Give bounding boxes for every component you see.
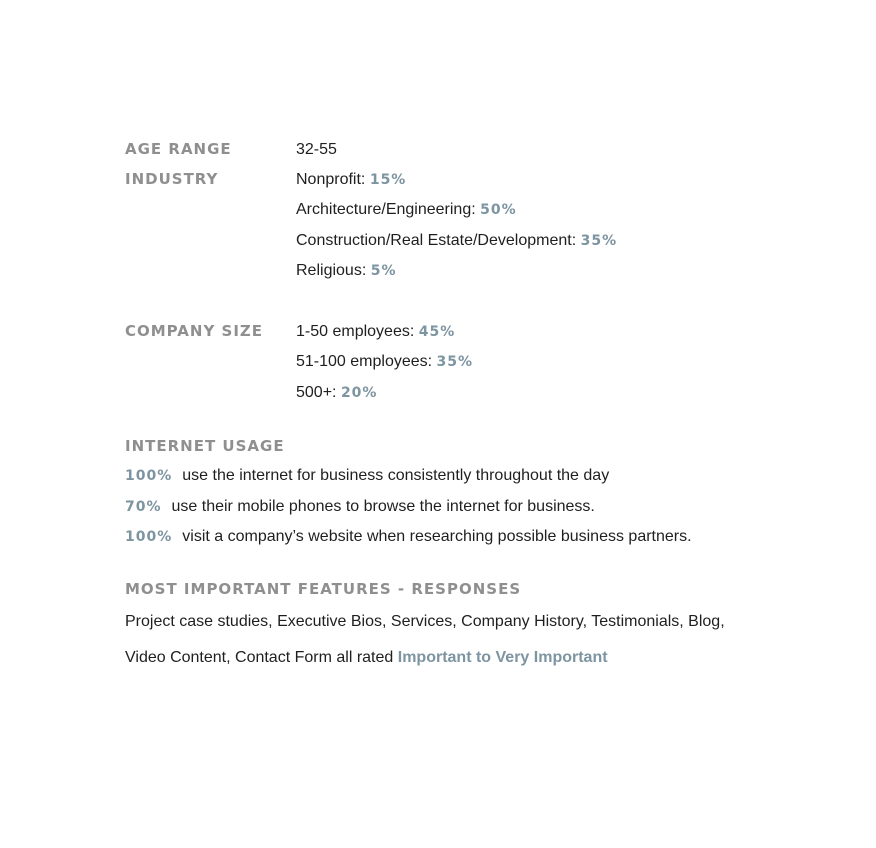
features-label: MOST IMPORTANT FEATURES - RESPONSES	[125, 579, 522, 598]
features-highlight: Important to Very Important	[397, 648, 608, 666]
company-size-item	[296, 347, 473, 378]
features-text	[125, 604, 765, 676]
internet-usage-pct: 100%	[125, 468, 173, 484]
internet-usage-label: INTERNET USAGE	[125, 437, 285, 455]
age-range-values	[296, 135, 337, 165]
industry-item-name: Architecture/Engineering:	[296, 201, 476, 218]
internet-usage-item	[125, 522, 765, 553]
age-range-row	[125, 135, 765, 165]
industry-values	[296, 165, 617, 287]
internet-usage-pct: 100%	[125, 529, 173, 545]
company-size-item-name: 51-100 employees:	[296, 353, 433, 370]
industry-item-name: Religious:	[296, 262, 367, 279]
industry-item-name: Construction/Real Estate/Development:	[296, 231, 577, 249]
company-size-item	[296, 317, 473, 348]
company-size-item-name: 500+:	[296, 383, 337, 401]
features-body: Project case studies, Executive Bios, Services, Company History, Testimonials, Blog, Video Content, Contact Form all rated	[125, 612, 725, 666]
internet-usage-text: use the internet for business consistently throughout the day	[182, 467, 610, 484]
industry-item	[296, 195, 617, 226]
internet-usage-list	[125, 461, 765, 553]
industry-item-pct: 15%	[369, 171, 407, 188]
company-size-item	[296, 378, 473, 409]
company-size-item-pct: 20%	[340, 384, 378, 401]
company-size-row	[125, 317, 765, 409]
internet-usage-pct: 70%	[125, 498, 162, 515]
company-size-item-pct: 45%	[418, 323, 456, 340]
industry-item	[296, 165, 617, 196]
company-size-values	[296, 317, 473, 409]
age-range-label: AGE RANGE	[125, 140, 232, 158]
internet-usage-item	[125, 492, 765, 523]
company-size-item-name: 1-50 employees:	[296, 322, 415, 340]
internet-usage-text: visit a company’s website when researching possible business partners.	[182, 528, 692, 545]
age-range-value: 32-55	[296, 141, 337, 158]
industry-item	[296, 256, 617, 287]
industry-row	[125, 165, 765, 287]
company-size-label: COMPANY SIZE	[125, 321, 264, 340]
internet-usage-item	[125, 461, 765, 492]
industry-item-pct: 50%	[480, 202, 517, 218]
industry-label: INDUSTRY	[125, 169, 219, 188]
internet-usage-text: use their mobile phones to browse the internet for business.	[171, 497, 595, 515]
survey-summary	[125, 135, 765, 676]
industry-item	[296, 226, 617, 257]
company-size-item-pct: 35%	[436, 354, 474, 370]
industry-item-name: Nonprofit:	[296, 170, 366, 188]
industry-item-pct: 35%	[580, 232, 618, 249]
industry-item-pct: 5%	[370, 263, 397, 279]
